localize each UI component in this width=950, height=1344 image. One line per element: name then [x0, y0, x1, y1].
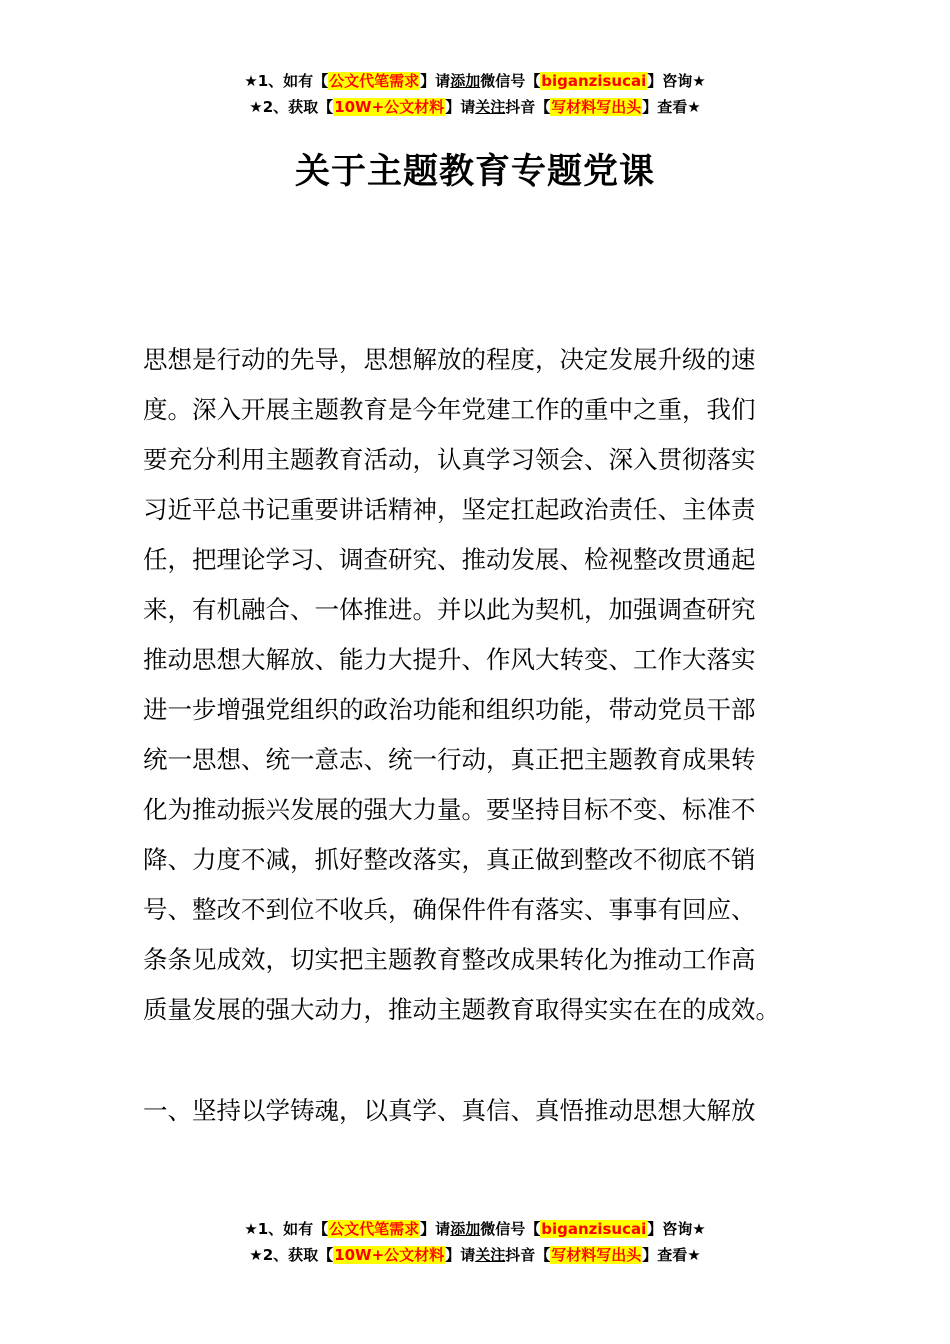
banner-text: 】查看★ [642, 98, 701, 116]
highlight-materials: 10W+公文材料 [334, 1246, 445, 1264]
header-banner [0, 68, 950, 120]
banner-text: ★2、获取【 [249, 98, 334, 116]
banner-text: 微信号【 [480, 1220, 541, 1238]
banner-line-1 [0, 68, 950, 94]
banner-text: 】请 [445, 1246, 476, 1264]
highlight-douyin-id: 写材料写出头 [551, 1246, 642, 1264]
highlight-ghostwriting: 公文代笔需求 [329, 72, 420, 90]
banner-text: ★2、获取【 [249, 1246, 334, 1264]
paragraph-line: 条条见成效，切实把主题教育整改成果转化为推动工作高 [143, 945, 756, 974]
highlight-wechat-id: biganzisucai [541, 1220, 647, 1238]
banner-line-1 [0, 1216, 950, 1242]
highlight-ghostwriting: 公文代笔需求 [329, 1220, 420, 1238]
banner-text: ★1、如有【 [244, 1220, 329, 1238]
paragraph-line: 要充分利用主题教育活动，认真学习领会、深入贯彻落实 [143, 445, 756, 474]
banner-underlined-text: 添加 [450, 72, 481, 90]
banner-text: 】请 [445, 98, 476, 116]
banner-text: 微信号【 [480, 72, 541, 90]
paragraph-line: 号、整改不到位不收兵，确保件件有落实、事事有回应、 [143, 895, 756, 924]
banner-text: ★1、如有【 [244, 72, 329, 90]
highlight-materials: 10W+公文材料 [334, 98, 445, 116]
paragraph-line: 统一思想、统一意志、统一行动，真正把主题教育成果转 [143, 745, 756, 774]
banner-text: 抖音【 [505, 98, 551, 116]
banner-text: 】请 [420, 1220, 451, 1238]
banner-line-2 [0, 94, 950, 120]
paragraph-line: 进一步增强党组织的政治功能和组织功能，带动党员干部 [143, 695, 756, 724]
paragraph-line: 推动思想大解放、能力大提升、作风大转变、工作大落实 [143, 645, 756, 674]
paragraph-line: 质量发展的强大动力，推动主题教育取得实实在在的成效。 [143, 995, 780, 1024]
banner-underlined-text: 添加 [450, 1220, 481, 1238]
paragraph-line: 习近平总书记重要讲话精神，坚定扛起政治责任、主体责 [143, 495, 756, 524]
document-title: 关于主题教育专题党课 [294, 152, 655, 192]
paragraph-line: 降、力度不减，抓好整改落实，真正做到整改不彻底不销 [143, 845, 756, 874]
banner-underlined-text: 关注 [475, 98, 506, 116]
paragraph-line: 思想是行动的先导，思想解放的程度，决定发展升级的速 [143, 345, 756, 374]
banner-underlined-text: 关注 [475, 1246, 506, 1264]
footer-banner [0, 1216, 950, 1268]
paragraph-line: 来，有机融合、一体推进。并以此为契机，加强调查研究 [143, 595, 756, 624]
paragraph-line: 任，把理论学习、调查研究、推动发展、检视整改贯通起 [143, 545, 756, 574]
banner-text: 】查看★ [642, 1246, 701, 1264]
banner-text: 】咨询★ [647, 72, 706, 90]
banner-line-2 [0, 1242, 950, 1268]
banner-text: 抖音【 [505, 1246, 551, 1264]
section-heading: 一、坚持以学铸魂，以真学、真信、真悟推动思想大解放 [143, 1096, 756, 1125]
paragraph-line: 化为推动振兴发展的强大力量。要坚持目标不变、标准不 [143, 795, 756, 824]
body-paragraph [143, 335, 807, 1035]
paragraph-line: 度。深入开展主题教育是今年党建工作的重中之重，我们 [143, 395, 756, 424]
banner-text: 】咨询★ [647, 1220, 706, 1238]
highlight-douyin-id: 写材料写出头 [551, 98, 642, 116]
highlight-wechat-id: biganzisucai [541, 72, 647, 90]
banner-text: 】请 [420, 72, 451, 90]
